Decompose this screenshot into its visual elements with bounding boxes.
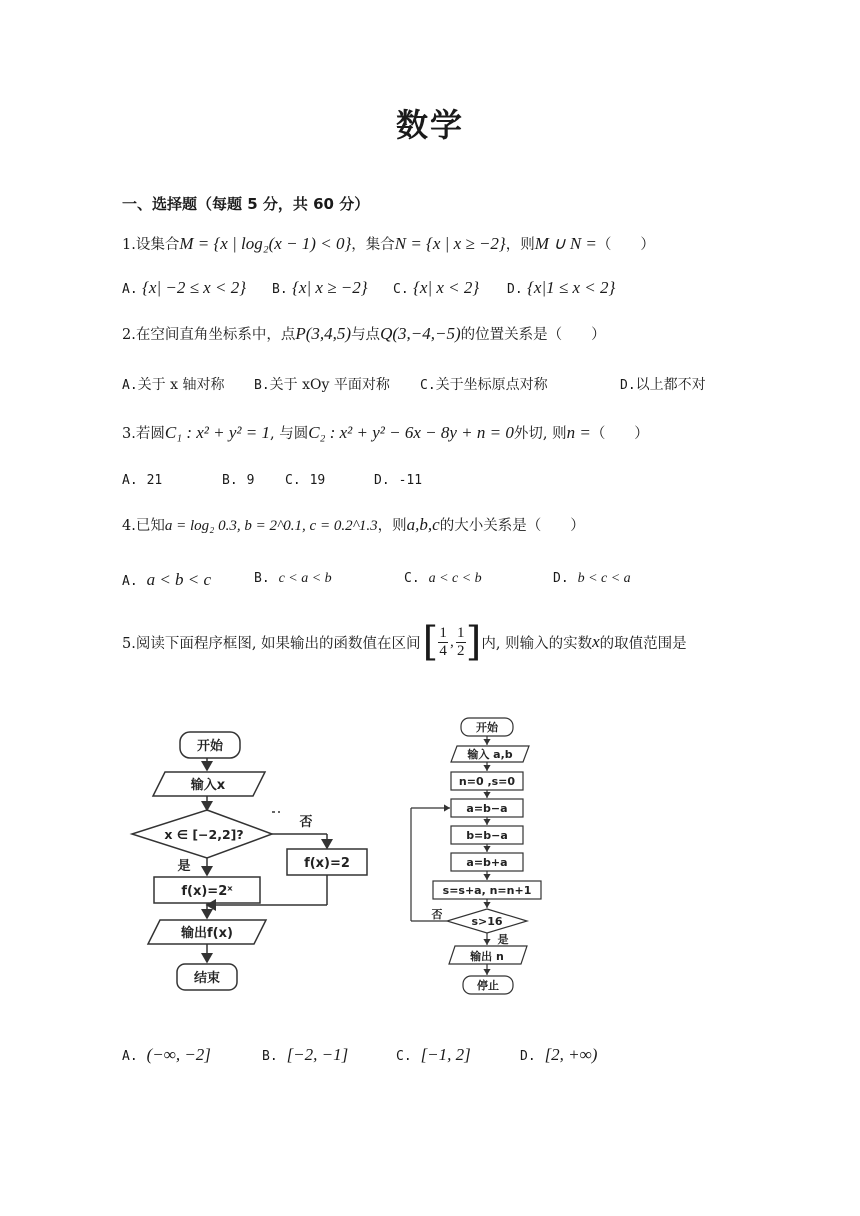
q1-paren: （ ） xyxy=(596,237,655,253)
q4-option-b[interactable]: B. c < a < b xyxy=(254,571,332,586)
q1-mid: ，集合 xyxy=(351,237,395,253)
q5-option-b[interactable]: B. [−2, −1] xyxy=(262,1045,349,1064)
fc-left-no: 否 xyxy=(299,815,313,830)
q5-option-d[interactable]: D. [2, +∞) xyxy=(520,1045,598,1064)
q2-point-Q: Q(3,−4,−5) xyxy=(380,324,461,343)
question-4: 4.已知a = log₂ 0.3, b = 2^0.1, c = 0.2^1.3，则a,b,c的大小关系是（ ） xyxy=(122,515,585,534)
q1-set-N: N = {x | x ≥ −2} xyxy=(394,234,506,253)
question-1 xyxy=(122,233,655,254)
fc-left-output: 输出f(x) xyxy=(181,926,233,941)
q3-circle-c2: C₂ : x² + y² − 6x − 8y + n = 0 xyxy=(308,423,514,442)
q1-set-M: M = {x | log₂(x − 1) < 0} xyxy=(179,234,352,253)
fc-right-step2: b=b−a xyxy=(466,829,508,842)
q1-tail: ，则 xyxy=(505,237,535,253)
q1-option-a[interactable]: A. {x| −2 ≤ x < 2} xyxy=(122,278,246,297)
flowchart-right xyxy=(405,712,555,1002)
fc-right-cond: s>16 xyxy=(471,915,503,928)
q2-option-a[interactable]: A.关于 x 轴对称 xyxy=(122,377,225,393)
q1-stem: 1.设集合 xyxy=(122,237,180,253)
q4-option-a[interactable]: A. a < b < c xyxy=(122,570,212,589)
question-3: 3.若圆C₁ : x² + y² = 1, 与圆C₂ : x² + y² − 6x − 8y + n = 0外切, 则n =（ ） xyxy=(122,423,649,442)
page-title: 数学 xyxy=(395,106,464,144)
fc-right-step4: s=s+a, n=n+1 xyxy=(442,884,532,897)
q2-option-c[interactable]: C.关于坐标原点对称 xyxy=(420,377,548,393)
fc-right-output: 输出 n xyxy=(470,950,504,963)
fc-left-yes: 是 xyxy=(177,859,191,874)
fc-left-end: 结束 xyxy=(193,971,221,986)
q3-option-d[interactable]: D. -11 xyxy=(374,473,423,488)
question-5: 5.阅读下面程序框图, 如果输出的函数值在区间 [ 1 4 , 1 2 ] 内, 则输入的实数 x 的取值范围是 xyxy=(122,619,687,665)
q2-option-d[interactable]: D.以上都不对 xyxy=(620,377,706,393)
fc-left-cond: x ∈ [−2,2]? xyxy=(164,827,244,842)
flowchart-left xyxy=(120,722,380,997)
q3-circle-c1: C₁ : x² + y² = 1 xyxy=(164,423,270,442)
q5-option-c[interactable]: C. [−1, 2] xyxy=(396,1045,471,1064)
q3-option-a[interactable]: A. 21 xyxy=(122,473,163,488)
q4-option-d[interactable]: D. b < c < a xyxy=(553,571,631,586)
question-2: 2.在空间直角坐标系中，点P(3,4,5)与点Q(3,−4,−5)的位置关系是（ ） xyxy=(122,324,606,343)
section-heading: 一、选择题（每题 5 分，共 60 分） xyxy=(122,195,370,213)
q1-option-c[interactable]: C. {x| x < 2} xyxy=(393,278,480,297)
fc-left-f-yes: f(x)=2ˣ xyxy=(181,884,233,899)
q5-option-a[interactable]: A. (−∞, −2] xyxy=(122,1045,211,1064)
q4-expression: a = log₂ 0.3, b = 2^0.1, c = 0.2^1.3 xyxy=(164,518,378,534)
q1-option-b[interactable]: B. {x| x ≥ −2} xyxy=(272,278,368,297)
q2-point-P: P(3,4,5) xyxy=(295,324,352,343)
fc-right-step3: a=b+a xyxy=(466,856,508,869)
fc-right-step1: a=b−a xyxy=(466,802,508,815)
fc-right-init: n=0 ,s=0 xyxy=(458,775,516,788)
q3-option-b[interactable]: B. 9 xyxy=(222,473,255,488)
fc-right-start: 开始 xyxy=(476,721,498,734)
fc-right-yes: 是 xyxy=(497,933,509,946)
q4-option-c[interactable]: C. a < c < b xyxy=(404,571,482,586)
fc-right-input: 输入 a,b xyxy=(467,748,513,761)
fc-right-no: 否 xyxy=(431,908,443,921)
q1-option-d[interactable]: D. {x|1 ≤ x < 2} xyxy=(507,278,616,297)
q2-option-b[interactable]: B.关于 xOy 平面对称 xyxy=(254,377,390,393)
q1-union: M ∪ N = xyxy=(534,234,597,253)
fc-left-start: 开始 xyxy=(196,739,224,754)
q3-option-c[interactable]: C. 19 xyxy=(285,473,326,488)
fc-left-f-no: f(x)=2 xyxy=(304,856,350,871)
fc-left-input: 输入x xyxy=(190,778,226,793)
fc-right-end: 停止 xyxy=(477,979,499,992)
